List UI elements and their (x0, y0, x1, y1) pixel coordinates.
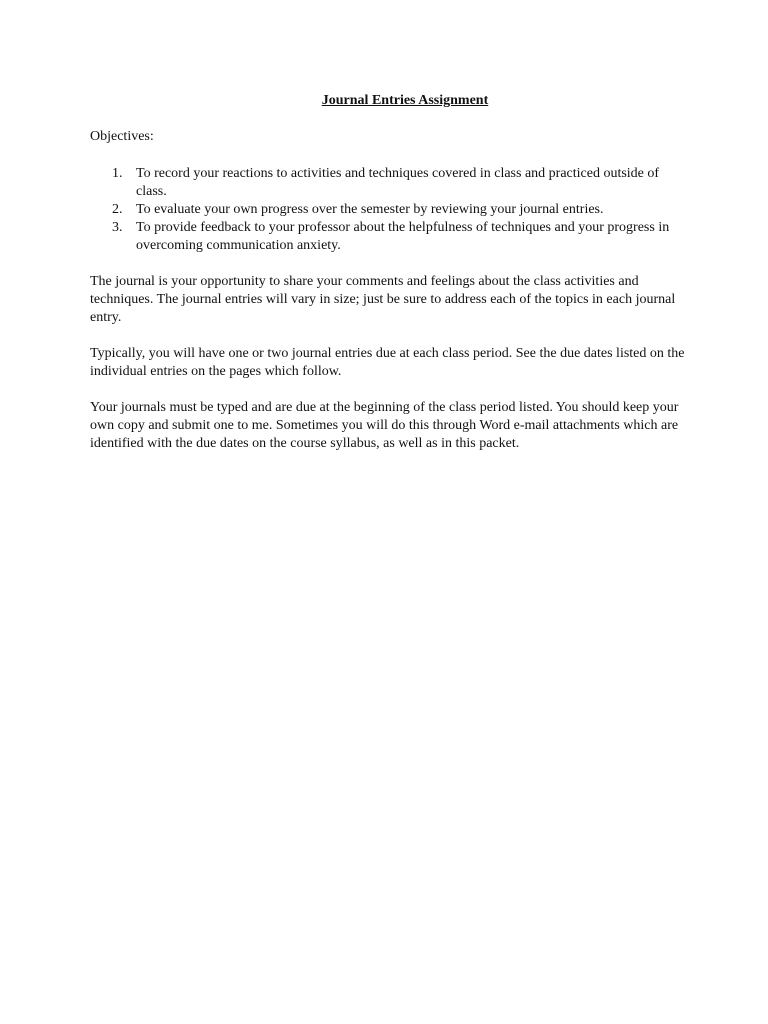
document-body (90, 92, 690, 471)
objective-text: To provide feedback to your professor about the helpfulness of techniques and your progress in overcoming communication anxiety. (136, 220, 670, 253)
objectives-list (90, 165, 690, 255)
paragraph-due-dates: Typically, you will have one or two journal entries due at each class period. See the due dates listed on the individual entries on the pages which follow. (90, 346, 685, 379)
objective-number: 2. (112, 202, 123, 217)
objective-text: To evaluate your own progress over the semester by reviewing your journal entries. (136, 202, 604, 217)
objective-item (90, 165, 690, 201)
objective-item (90, 219, 690, 255)
document-title: Journal Entries Assignment (321, 93, 489, 108)
objective-number: 1. (112, 166, 123, 181)
objectives-label: Objectives: (90, 129, 154, 144)
paragraph-submission: Your journals must be typed and are due at the beginning of the class period listed. You should keep your own copy and submit one to me. Sometimes you will do this through Word e-mail attachments which are identified with the due dates on the course syllabus, as well as in this packet. (90, 400, 679, 451)
objective-text: To record your reactions to activities and techniques covered in class and practiced outside of class. (136, 166, 660, 199)
objective-number: 3. (112, 220, 123, 235)
objective-item (90, 201, 690, 219)
paragraph-journal-opportunity: The journal is your opportunity to share your comments and feelings about the class activities and techniques. The journal entries will vary in size; just be sure to address each of the topics in each journal entry. (90, 274, 676, 325)
